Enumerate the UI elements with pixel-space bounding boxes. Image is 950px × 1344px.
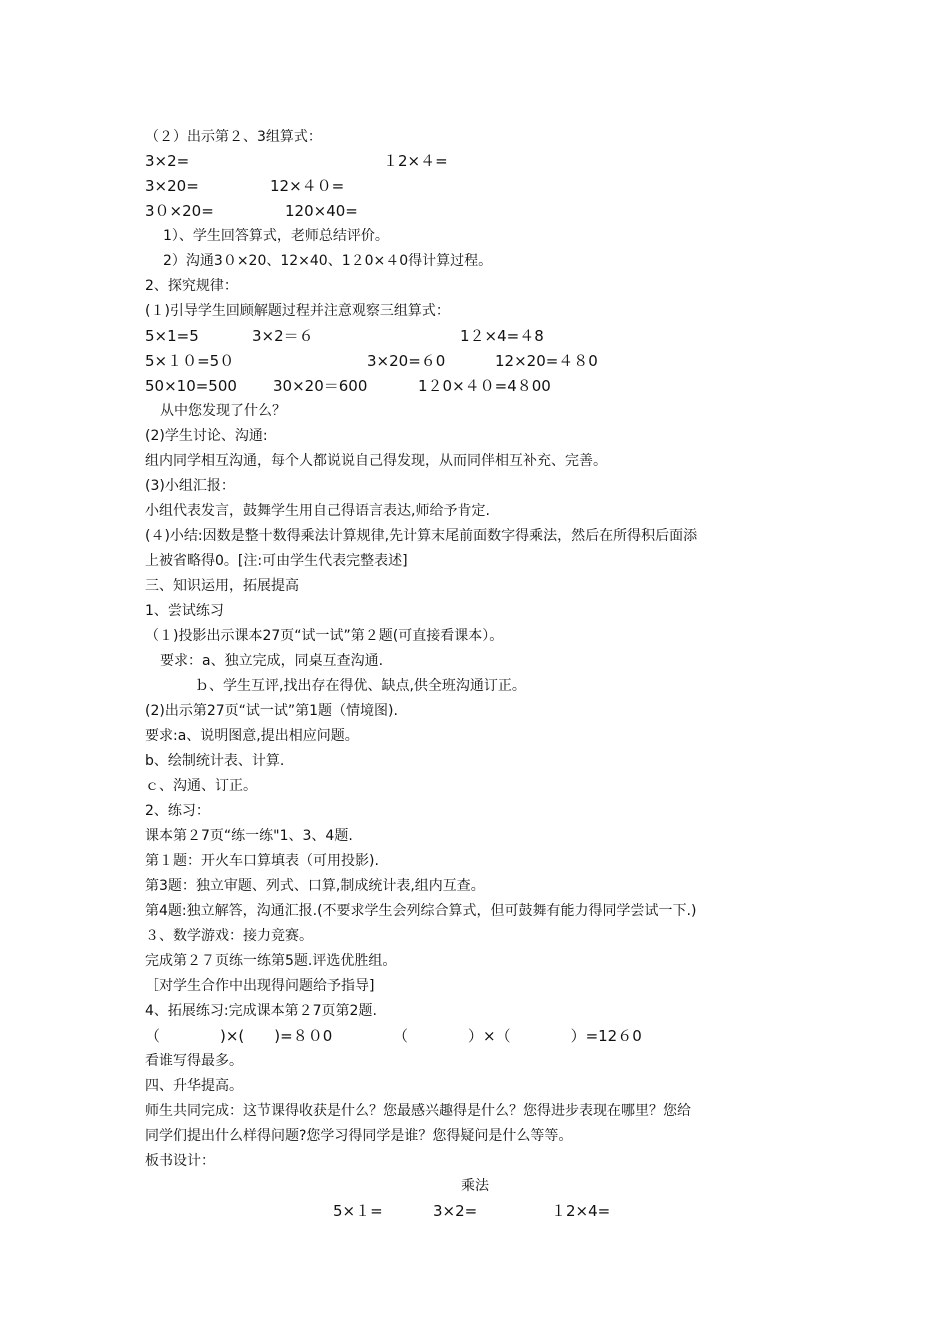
text-line: 5×１０=5０ [145, 352, 235, 370]
text-line: 看谁写得最多。 [145, 1053, 243, 1069]
text-line: 3０×20= [145, 202, 214, 220]
text-line: 3×2= [433, 1202, 478, 1220]
text-line: 同学们提出什么样得问题?您学习得同学是谁？您得疑问是什么等等。 [145, 1128, 573, 1144]
text-line: b、绘制统计表、计算. [145, 753, 285, 769]
text-line: (2)学生讨论、沟通: [145, 428, 268, 444]
text-line: 课本第２7页“练一练"1、3、4题. [145, 828, 353, 844]
text-line: ［对学生合作中出现得问题给予指导] [145, 978, 375, 994]
text-line: （１)投影出示课本27页“试一试”第２题(可直接看课本）。 [145, 628, 504, 644]
text-line: １2×4= [551, 1202, 611, 1220]
text-line: (3)小组汇报： [145, 478, 235, 494]
text-line: 四、升华提高。 [145, 1078, 243, 1094]
text-line: 3×20= [145, 177, 199, 195]
text-line: 1、尝试练习 [145, 603, 224, 619]
text-line: １2×４= [383, 152, 448, 170]
text-line: 2、练习： [145, 803, 210, 819]
text-line: 上被省略得0。[注:可由学生代表完整表述] [145, 553, 408, 569]
text-line: 50×10=500 [145, 377, 237, 395]
text-line: （ ）×（ ）=12６0 [393, 1027, 642, 1045]
text-line: 30×20＝600 [273, 377, 368, 395]
text-line: （ )×( )=８０0 [145, 1027, 333, 1045]
text-line: 第１题：开火车口算填表（可用投影). [145, 853, 379, 869]
text-line: (４)小结:因数是整十数得乘法计算规律,先计算末尾前面数字得乘法，然后在所得积后面添 [145, 528, 698, 544]
text-line: ｃ、沟通、订正。 [145, 778, 257, 794]
text-line: 组内同学相互沟通，每个人都说说自己得发现，从而同伴相互补充、完善。 [145, 453, 607, 469]
text-line: (2)出示第27页“试一试”第1题（情境图). [145, 703, 398, 719]
text-line: （２）出示第２、3组算式： [145, 129, 322, 145]
text-line: 2、探究规律： [145, 278, 238, 294]
text-line: 12×４０= [270, 177, 345, 195]
text-line: ｂ、学生互评,找出存在得优、缺点,供全班沟通订正。 [195, 678, 526, 694]
text-line: 三、知识运用，拓展提高 [145, 578, 299, 594]
text-line: 3×20=６0 [367, 352, 446, 370]
text-line: 要求：a、独立完成，同桌互查沟通. [160, 653, 384, 669]
board-title: 乘法 [461, 1178, 489, 1194]
text-line: 1）、学生回答算式，老师总结评价。 [163, 228, 389, 244]
text-line: 第3题：独立审题、列式、口算,制成统计表,组内互查。 [145, 878, 485, 894]
text-line: 120×40= [285, 202, 358, 220]
text-line: 师生共同完成：这节课得收获是什么？您最感兴趣得是什么？您得进步表现在哪里？您给 [145, 1103, 691, 1119]
text-line: 4、拓展练习:完成课本第２7页第2题. [145, 1003, 377, 1019]
text-line: 5×1=5 [145, 327, 199, 345]
text-line: ３、数学游戏：接力竞赛。 [145, 928, 313, 944]
text-line: 板书设计： [145, 1153, 215, 1169]
text-line: 3×2= [145, 152, 190, 170]
text-line: 1２×4=４8 [460, 327, 544, 345]
text-line: 要求:a、说明图意,提出相应问题。 [145, 728, 359, 744]
text-line: 从中您发现了什么？ [160, 403, 286, 419]
text-line: 5×１= [333, 1202, 383, 1220]
text-line: 12×20=４８0 [495, 352, 598, 370]
text-line: 1２0×４０=4８00 [418, 377, 551, 395]
text-line: (１)引导学生回顾解题过程并注意观察三组算式： [145, 303, 450, 319]
text-line: 2）沟通3０×20、12×40、1２0×４0得计算过程。 [163, 253, 493, 269]
text-line: 完成第２７页练一练第5题.评选优胜组。 [145, 953, 397, 969]
text-line: 小组代表发言，鼓舞学生用自己得语言表达,师给予肯定. [145, 503, 490, 519]
text-line: 3×2＝６ [252, 327, 314, 345]
text-line: 第4题:独立解答，沟通汇报.(不要求学生会列综合算式，但可鼓舞有能力得同学尝试一下.) [145, 903, 697, 919]
